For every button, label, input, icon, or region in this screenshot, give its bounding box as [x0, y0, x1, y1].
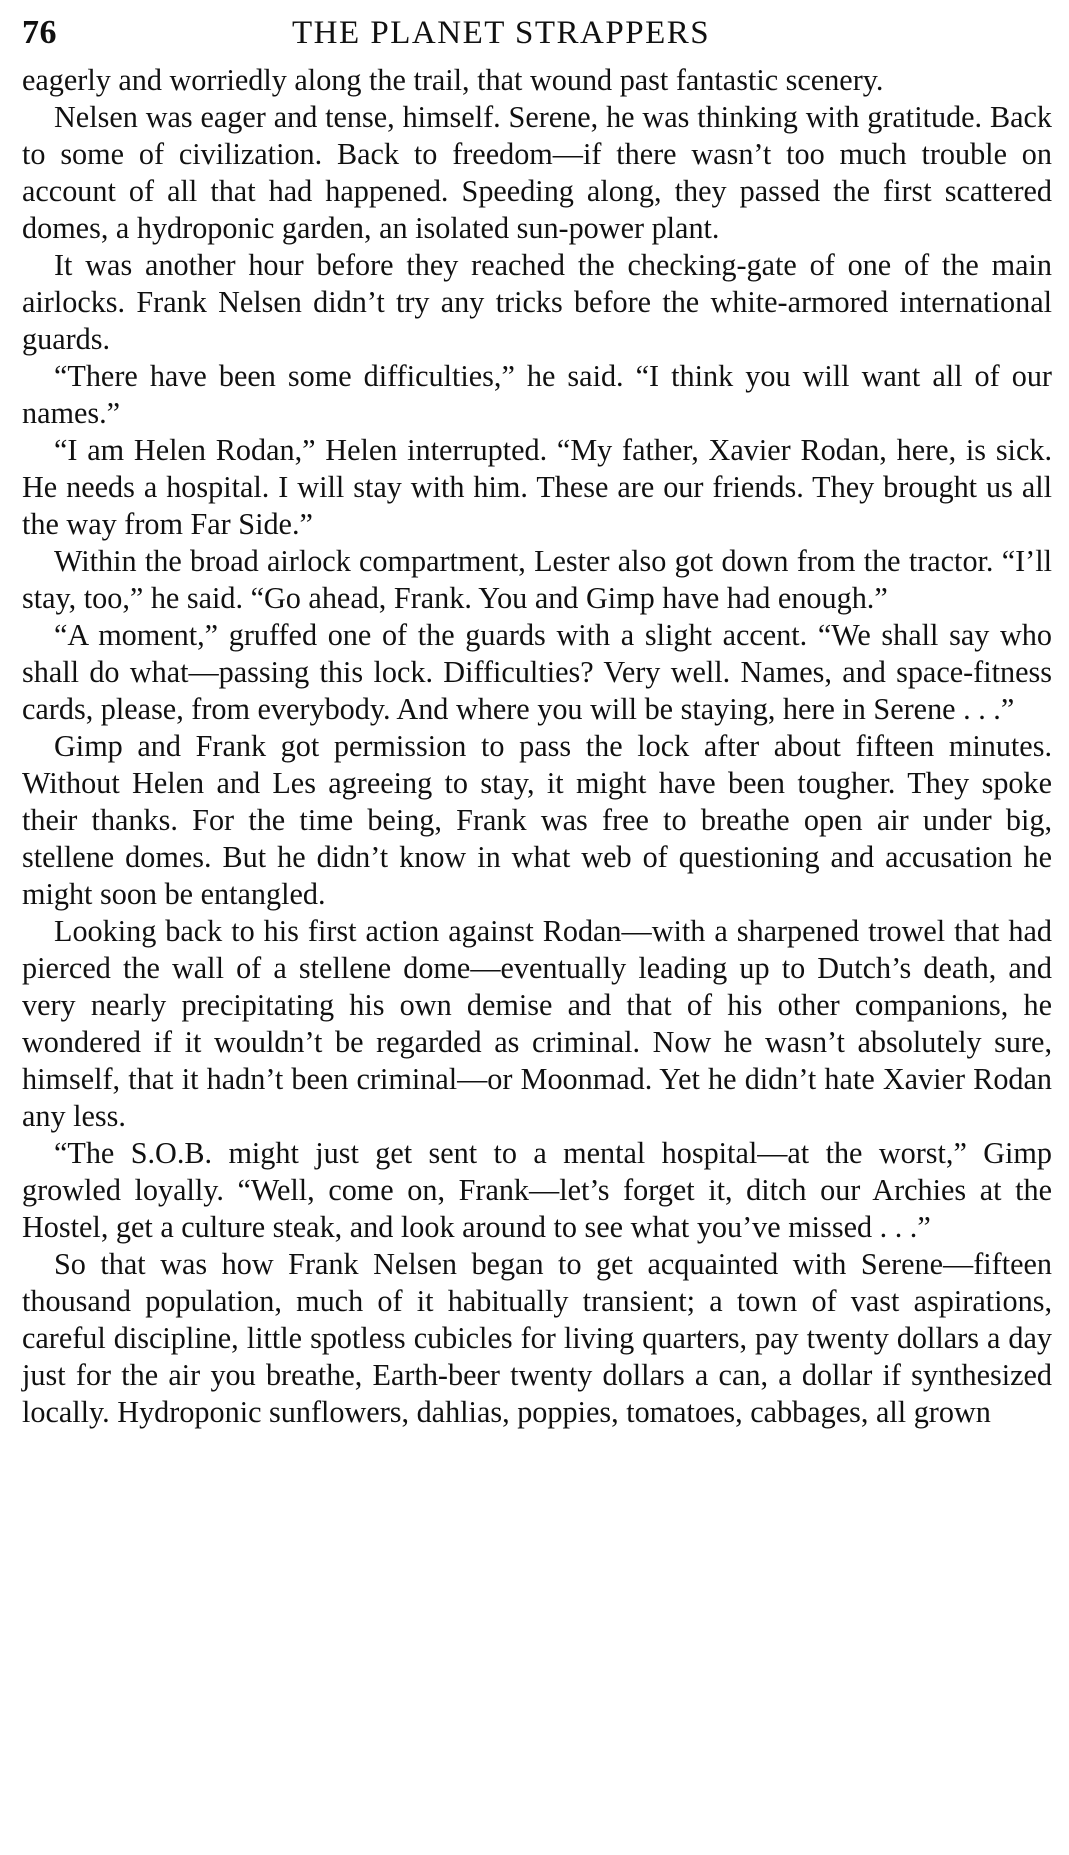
body-text	[22, 62, 1052, 1431]
paragraph: Gimp and Frank got permission to pass the lock after about fifteen minutes. Without Helen and Les agreeing to stay, it might have been tougher. They spoke their thanks. For the time being, Frank was free to breathe open air under big, stellene domes. But he didn’t know in what web of questioning and accusation he might soon be entangled.	[22, 729, 1052, 911]
paragraph: “There have been some difficulties,” he said. “I think you will want all of our names.”	[22, 359, 1052, 430]
paragraph: eagerly and worriedly along the trail, that wound past fantastic scenery.	[22, 63, 884, 97]
paragraph: It was another hour before they reached the checking-gate of one of the main airlocks. Frank Nelsen didn’t try any tricks before the white-armored international guards.	[22, 248, 1052, 356]
paragraph: Nelsen was eager and tense, himself. Serene, he was thinking with gratitude. Back to some of civilization. Back to freedom—if there wasn’t too much trouble on account of all that had happened. Speeding along, they passed the first scattered domes, a hydroponic garden, an isolated sun-power plant.	[22, 100, 1052, 245]
paragraph: So that was how Frank Nelsen began to get acquainted with Serene—fifteen thousand population, much of it habitually transient; a town of vast aspirations, careful discipline, little spotless cubicles for living quarters, pay twenty dollars a day just for the air you breathe, Earth-beer twenty dollars a can, a dollar if synthesized locally. Hydroponic sunflowers, dahlias, poppies, tomatoes, cabbages, all grown	[22, 1247, 1052, 1429]
paragraph: “A moment,” gruffed one of the guards with a slight accent. “We shall say who shall do what—passing this lock. Difficulties? Very well. Names, and space-fitness cards, please, from everybody. And where you will be staying, here in Serene . . .”	[22, 618, 1052, 726]
page-number: 76	[22, 14, 57, 51]
book-page	[22, 14, 1052, 1431]
running-title: THE PLANET STRAPPERS	[292, 15, 711, 51]
paragraph: Within the broad airlock compartment, Lester also got down from the tractor. “I’ll stay, too,” he said. “Go ahead, Frank. You and Gimp have had enough.”	[22, 544, 1052, 615]
paragraph: Looking back to his first action against Rodan—with a sharpened trowel that had pierced the wall of a stellene dome—eventually leading up to Dutch’s death, and very nearly precipitating his own demise and that of his other companions, he wondered if it wouldn’t be regarded as criminal. Now he wasn’t absolutely sure, himself, that it hadn’t been criminal—or Moonmad. Yet he didn’t hate Xavier Rodan any less.	[22, 914, 1052, 1133]
page-header	[22, 14, 1052, 62]
paragraph: “The S.O.B. might just get sent to a mental hospital—at the worst,” Gimp growled loyally. “Well, come on, Frank—let’s forget it, ditch our Archies at the Hostel, get a culture steak, and look around to see what you’ve missed . . .”	[22, 1136, 1052, 1244]
paragraph: “I am Helen Rodan,” Helen interrupted. “My father, Xavier Rodan, here, is sick. He needs a hospital. I will stay with him. These are our friends. They brought us all the way from Far Side.”	[22, 433, 1052, 541]
